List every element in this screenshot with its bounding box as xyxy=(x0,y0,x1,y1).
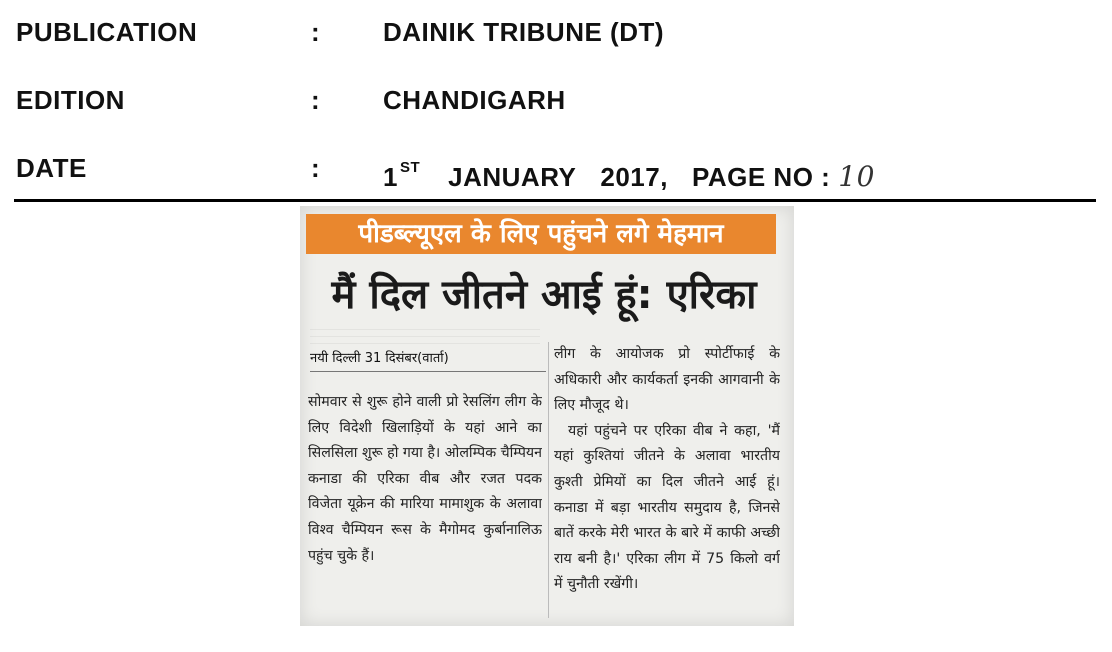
date-label: DATE xyxy=(16,153,87,183)
article-paragraph: लीग के आयोजक प्रो स्पोर्टीफाई के अधिकारी और कार्यकर्ता इनकी आगवानी के लिए मौजूद थे। xyxy=(554,346,780,414)
headline: मैं दिल जीतने आई हूं: एरिका xyxy=(331,272,757,318)
date-year: 2017, xyxy=(600,162,668,192)
publication-value: DAINIK TRIBUNE (DT) xyxy=(383,17,665,47)
column-divider xyxy=(548,342,549,618)
date-colon: : xyxy=(311,153,321,183)
article-paragraph: यहां पहुंचने पर एरिका वीब ने कहा, 'मैं यहां कुश्तियां जीतने के अलावा भारतीय कुश्ती प्रेमियों का दिल जीतने आई हूं। कनाडा में बड़ा भारतीय समुदाय है, जिनसे बातें करके मेरी भारत के बारे में काफी अच्छी राय बनी है।' एरिका लीग में 75 किलो वर्ग में चुनौती रखेंगी। xyxy=(554,422,780,593)
page-label: PAGE NO : xyxy=(691,162,831,192)
edition-value: CHANDIGARH xyxy=(383,85,566,115)
newspaper-clipping xyxy=(300,206,794,626)
article-column-left xyxy=(308,390,542,622)
header-divider xyxy=(14,199,1096,202)
date-month: JANUARY xyxy=(448,162,577,192)
page-number-handwritten: 10 xyxy=(838,160,875,193)
date-ordinal: ST xyxy=(399,159,421,176)
edition-label: EDITION xyxy=(16,85,125,115)
publication-colon: : xyxy=(311,17,321,47)
article-paragraph: सोमवार से शुरू होने वाली प्रो रेसलिंग लीग के लिए विदेशी खिलाड़ियों के यहां आने का सिलसिला शुरू हो गया है। ओलम्पिक चैम्पियन कनाडा की एरिका वीब और रजत पदक विजेता यूक्रेन की मारिया मामाशुक के अलावा विश्व चैम्पियन रूस के मैगोमद कुर्बानालिऊ पहुंच चुके हैं। xyxy=(308,394,542,564)
publication-label: PUBLICATION xyxy=(16,17,198,47)
article-column-right xyxy=(554,342,780,622)
edition-colon: : xyxy=(311,85,321,115)
kicker-banner: पीडब्ल्यूएल के लिए पहुंचने लगे मेहमान xyxy=(306,214,776,254)
bleed-through-texture xyxy=(310,326,540,350)
date-day: 1 xyxy=(383,162,398,192)
date-value xyxy=(383,148,875,197)
dateline: नयी दिल्ली 31 दिसंबर(वार्ता) xyxy=(310,350,546,372)
